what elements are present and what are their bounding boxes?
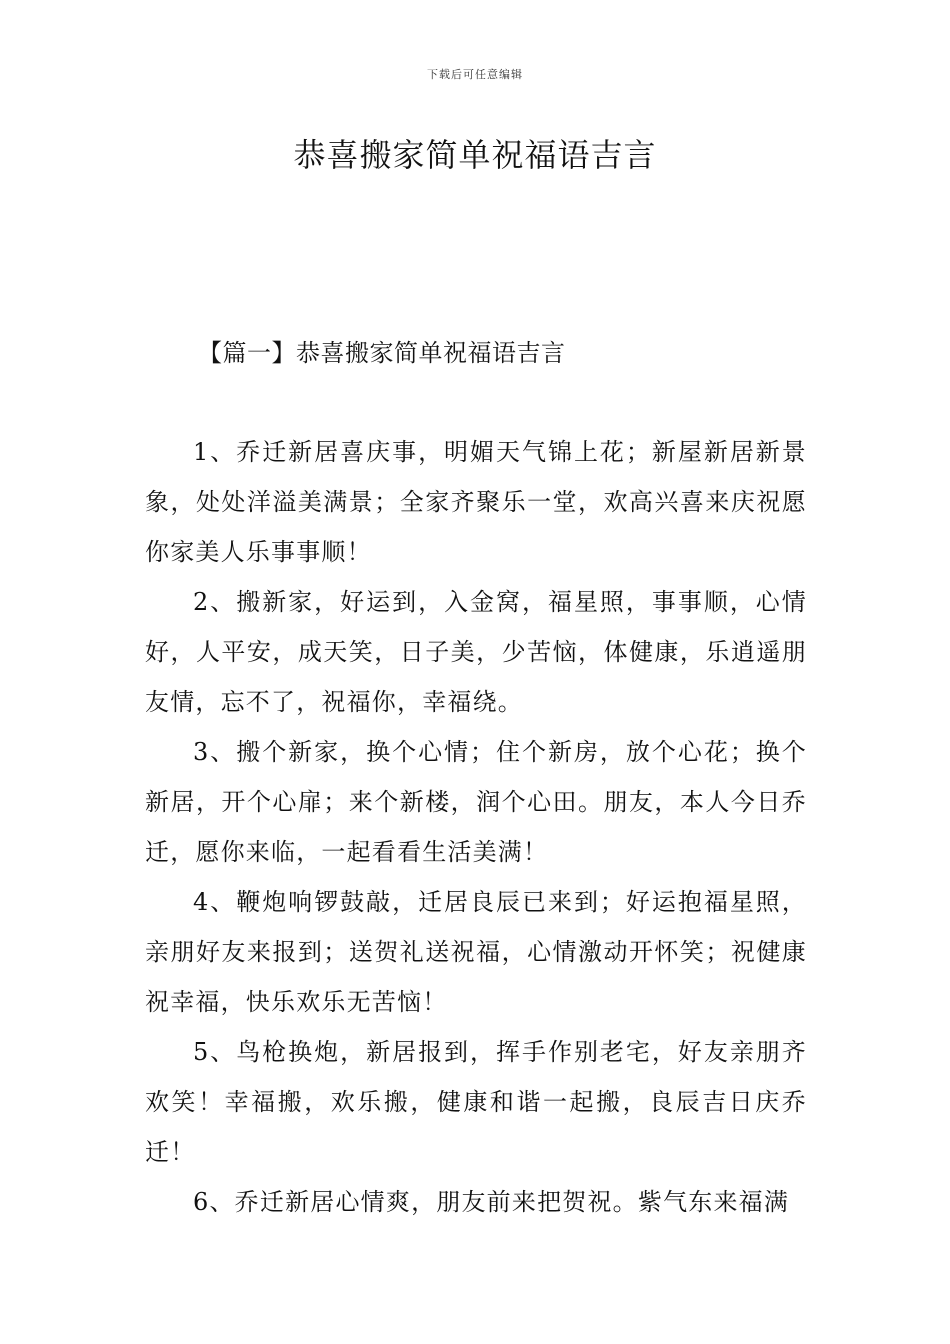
paragraph: 5、鸟枪换炮，新居报到，挥手作别老宅，好友亲朋齐欢笑！幸福搬，欢乐搬，健康和谐一起搬，良辰吉日庆乔迁！ [145, 1038, 807, 1166]
document-title: 恭喜搬家简单祝福语吉言 [293, 136, 657, 174]
paragraph: 6、乔迁新居心情爽，朋友前来把贺祝。紫气东来福满 [193, 1188, 790, 1216]
paragraph: 3、搬个新家，换个心情；住个新房，放个心花；换个新居，开个心扉；来个新楼，润个心田。朋友，本人今日乔迁，愿你来临，一起看看生活美满！ [145, 738, 807, 866]
header-note: 下载后可任意编辑 [427, 68, 523, 81]
document-body [145, 427, 807, 1227]
section-heading: 【篇一】恭喜搬家简单祝福语吉言 [198, 339, 566, 367]
paragraph: 4、鞭炮响锣鼓敲，迁居良辰已来到；好运抱福星照，亲朋好友来报到；送贺礼送祝福，心情激动开怀笑；祝健康祝幸福，快乐欢乐无苦恼！ [145, 888, 807, 1016]
paragraph: 2、搬新家，好运到，入金窝，福星照，事事顺，心情好，人平安，成天笑，日子美，少苦恼，体健康，乐逍遥朋友情，忘不了，祝福你，幸福绕。 [145, 588, 807, 716]
paragraph: 1、乔迁新居喜庆事，明媚天气锦上花；新屋新居新景象，处处洋溢美满景；全家齐聚乐一堂，欢高兴喜来庆祝愿你家美人乐事事顺！ [145, 438, 807, 566]
